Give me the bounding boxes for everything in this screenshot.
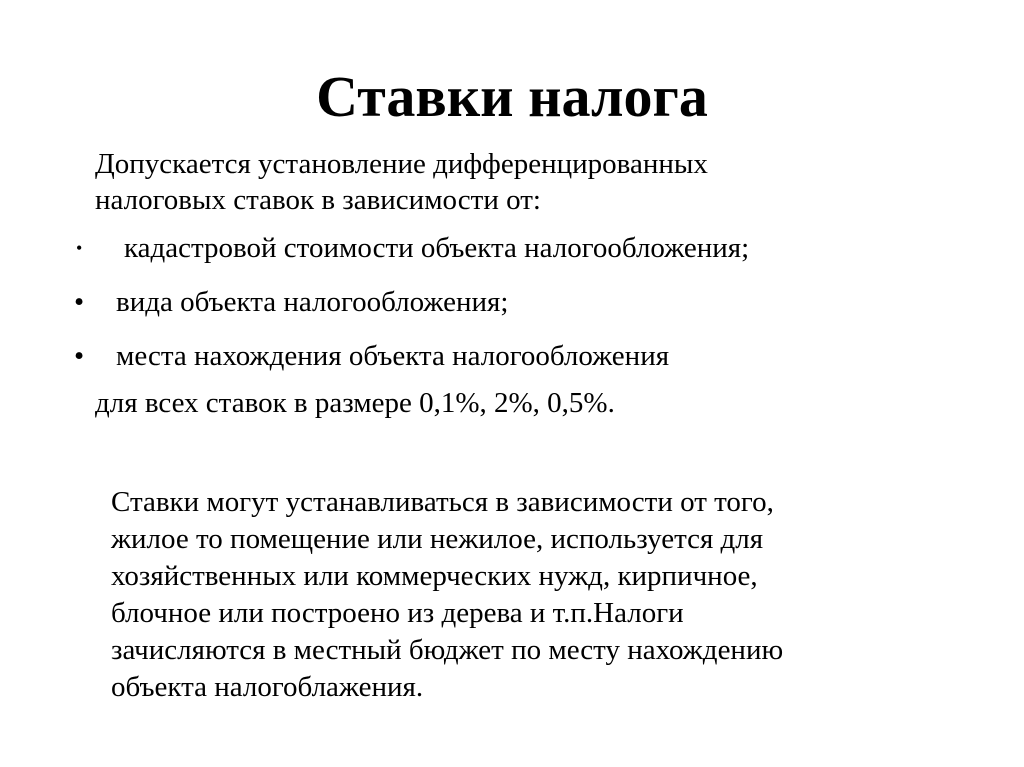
rates-text: для всех ставок в размере 0,1%, 2%, 0,5%. [95,387,615,419]
rates-paragraph [111,484,927,706]
bullet-item-object-type [72,284,972,338]
intro-line: Допускается установление дифференцированных [95,148,708,180]
paragraph-line: Ставки могут устанавливаться в зависимости от того, [111,486,774,518]
paragraph-line: жилое то помещение или нежилое, используется для [111,523,764,555]
bullet-text: места нахождения объекта налогообложения [116,340,670,372]
paragraph-line: зачисляются в местный бюджет по месту нахождению [111,634,784,666]
bullet-text: кадастровой стоимости объекта налогообложения; [124,232,750,264]
intro-line: налоговых ставок в зависимости от: [95,184,541,216]
bullet-icon: • [76,238,83,258]
bullet-icon: • [74,340,85,372]
bullet-text: вида объекта налогообложения; [116,286,509,318]
bullet-item-cadastral [72,230,972,284]
paragraph-line: хозяйственных или коммерческих нужд, кирпичное, [111,560,758,592]
bullet-icon: • [74,286,85,318]
slide-title: Ставки налога [316,64,708,129]
bullet-item-location [72,338,972,392]
paragraph-line: блочное или построено из дерева и т.п.Налоги [111,597,684,629]
paragraph-line: объекта налогоблажения. [111,671,424,703]
intro-text [95,146,915,218]
bullet-list [72,230,972,392]
